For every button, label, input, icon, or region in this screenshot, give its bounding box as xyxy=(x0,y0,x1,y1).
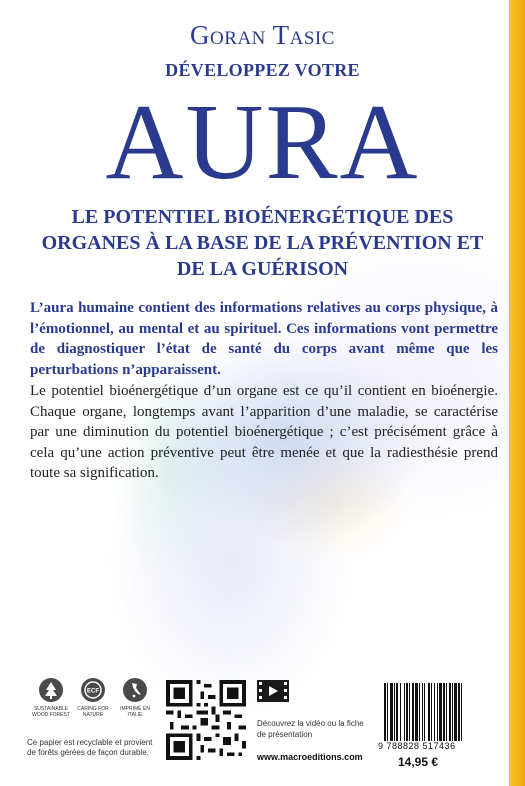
barcode-bar xyxy=(428,683,430,741)
ean-barcode xyxy=(382,683,494,743)
barcode-bar xyxy=(458,683,460,741)
badge-label-sustainable: SUSTAINABLE WOOD FOREST xyxy=(32,706,70,718)
website-link[interactable]: www.macroeditions.com xyxy=(257,752,363,762)
ecf-mark: ECF xyxy=(87,688,99,695)
barcode-bar xyxy=(446,683,447,741)
eco-note: Ce papier est recyclable et provient de forêts gérées de façon durable. xyxy=(27,738,153,757)
body-paragraph: Le potentiel bioénergétique d’un organe est ce qu’il contient en bioénergie. Chaque organe, longtemps avant l’apparition d’une maladie, se caractérise par une diminution du potentiel bioénergétique ; c’est précisément grâce à cela qu’une action préventive peut être menée et que la radiesthésie prend toute sa signification. xyxy=(30,383,498,481)
barcode-bar xyxy=(431,683,432,741)
barcode-block xyxy=(374,677,500,775)
barcode-bar xyxy=(406,683,408,741)
film-icon[interactable] xyxy=(257,680,289,702)
author-name: Goran Tasic xyxy=(190,20,335,50)
ean-number: 9 788828 517436 xyxy=(378,741,456,751)
barcode-bar xyxy=(443,683,445,741)
video-caption: Découvrez la vidéo ou la fiche de présentation xyxy=(257,719,364,739)
qr-code[interactable] xyxy=(166,680,246,760)
book-title: AURA xyxy=(105,83,420,202)
ecf-icon xyxy=(81,678,105,702)
lead-paragraph: L’aura humaine contient des informations relatives au corps physique, à l’émotionnel, au mental et au spirituel. Ces informations vont permettre de diagnostiquer l’état de santé du corps avant même que les perturbations n’apparaissent. xyxy=(30,300,498,378)
book-subtitle: LE POTENTIEL BIOÉNERGÉTIQUE DES ORGANES À LA BASE DE LA PRÉVENTION ET DE LA GUÉRISON xyxy=(41,206,484,280)
barcode-bar xyxy=(404,683,405,741)
barcode-bar xyxy=(439,683,442,741)
barcode-bar xyxy=(422,683,423,741)
barcode-bar xyxy=(419,683,420,741)
tree-icon xyxy=(39,678,63,702)
eco-certification xyxy=(27,678,157,774)
barcode-bar xyxy=(387,683,388,741)
barcode-bar xyxy=(390,683,393,741)
barcode-bar xyxy=(384,683,386,741)
price: 14,95 € xyxy=(398,755,439,769)
barcode-bar xyxy=(437,683,438,741)
barcode-bar xyxy=(409,683,410,741)
barcode-bar xyxy=(415,683,418,741)
barcode-bar xyxy=(400,683,401,741)
barcode-bar xyxy=(452,683,453,741)
barcode-bar xyxy=(396,683,398,741)
badge-label-caring: CARING FOR NATURE xyxy=(77,706,109,718)
barcode-bar xyxy=(449,683,451,741)
barcode-bar xyxy=(412,683,414,741)
eco-badges xyxy=(31,678,155,734)
barcode-bar xyxy=(394,683,395,741)
barcode-bar xyxy=(434,683,435,741)
barcode-bar xyxy=(454,683,457,741)
title-prefix: DÉVELOPPEZ VOTRE xyxy=(165,60,360,80)
barcode-bar xyxy=(424,683,425,741)
badge-label-italy: IMPRIMÉ EN ITALIE xyxy=(120,706,150,718)
barcode-bar xyxy=(461,683,462,741)
italy-icon xyxy=(123,678,147,702)
